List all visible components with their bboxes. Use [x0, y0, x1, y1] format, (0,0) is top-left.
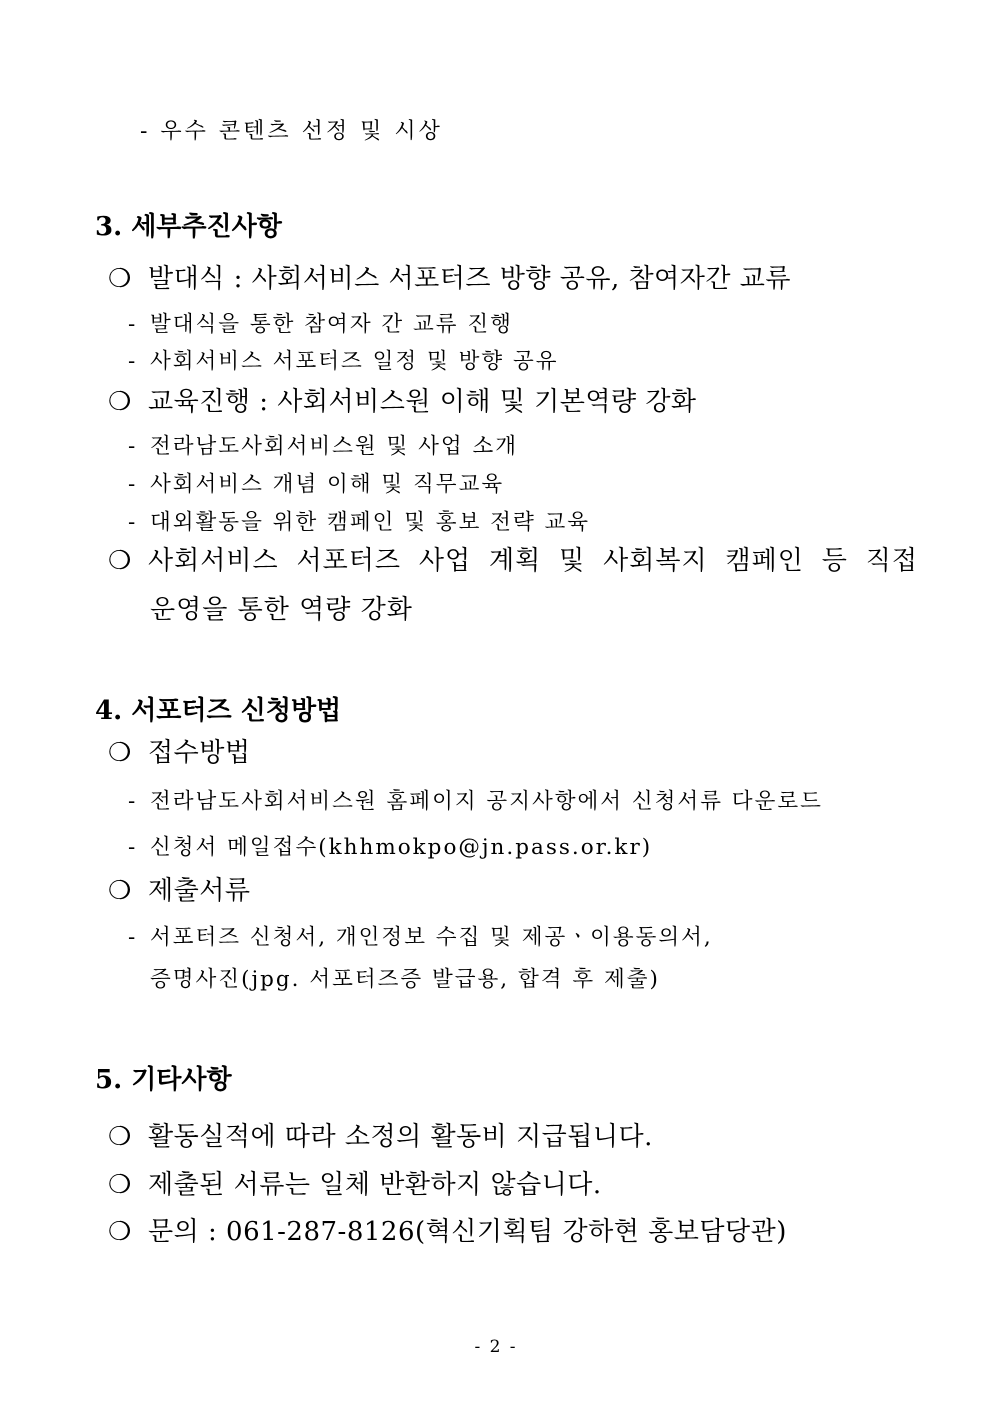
dash-marker: - — [128, 434, 138, 459]
section-5-heading: 5. 기타사항 — [95, 1065, 232, 1095]
circle-bullet-icon: ❍ — [108, 387, 132, 417]
bullet-text: 교육진행 : 사회서비스원 이해 및 기본역량 강화 — [148, 387, 697, 417]
bullet-education — [108, 381, 697, 418]
bullet-text: 사회서비스 서포터즈 사업 계획 및 사회복지 캠페인 등 직접 — [148, 546, 918, 576]
circle-bullet-icon: ❍ — [108, 1122, 132, 1152]
circle-bullet-icon: ❍ — [108, 546, 132, 576]
bullet-text: 발대식 : 사회서비스 서포터즈 방향 공유, 참여자간 교류 — [148, 264, 791, 294]
sub-item-continuation: 증명사진(jpg. 서포터즈증 발급용, 합격 후 제출) — [150, 967, 660, 992]
dash-marker: - — [128, 349, 138, 374]
bullet-activity-fee — [108, 1116, 653, 1153]
page-number: - 2 - — [474, 1337, 518, 1357]
bullet-contact — [108, 1211, 787, 1248]
dash-marker: - — [128, 925, 138, 950]
bullet-text: 접수방법 — [148, 738, 251, 768]
circle-bullet-icon: ❍ — [108, 738, 132, 768]
sub-item: - 서포터즈 신청서, 개인정보 수집 및 제공ㆍ이용동의서, — [128, 925, 713, 950]
sub-item: - 사회서비스 서포터즈 일정 및 방향 공유 — [128, 349, 559, 374]
bullet-application-method — [108, 732, 250, 769]
bullet-documents — [108, 870, 250, 907]
bullet-kickoff — [108, 258, 791, 295]
dash-marker: - — [128, 312, 138, 337]
sub-item: - 사회서비스 개념 이해 및 직무교육 — [128, 472, 505, 497]
bullet-no-return — [108, 1164, 602, 1201]
dash-marker: - — [128, 510, 138, 535]
bullet-text: 제출된 서류는 일체 반환하지 않습니다. — [148, 1170, 602, 1200]
sub-item: - 전라남도사회서비스원 및 사업 소개 — [128, 434, 519, 459]
circle-bullet-icon: ❍ — [108, 1170, 132, 1200]
circle-bullet-icon: ❍ — [108, 1217, 132, 1247]
sub-item: - 전라남도사회서비스원 홈페이지 공지사항에서 신청서류 다운로드 — [128, 789, 823, 814]
bullet-continuation: 운영을 통한 역량 강화 — [150, 595, 413, 625]
section-3-heading: 3. 세부추진사항 — [95, 212, 282, 242]
sub-item: - 발대식을 통한 참여자 간 교류 진행 — [128, 312, 513, 337]
dash-marker: - — [128, 835, 138, 860]
bullet-text: 활동실적에 따라 소정의 활동비 지급됩니다. — [148, 1122, 653, 1152]
top-list-item: - 우수 콘텐츠 선정 및 시상 — [140, 119, 443, 144]
circle-bullet-icon: ❍ — [108, 876, 132, 906]
dash-marker: - — [128, 472, 138, 497]
dash-marker: - — [128, 789, 138, 814]
section-4-heading: 4. 서포터즈 신청방법 — [95, 696, 342, 726]
bullet-operation — [108, 540, 918, 577]
bullet-text: 문의 : 061-287-8126(혁신기획팀 강하현 홍보담당관) — [148, 1217, 787, 1247]
circle-bullet-icon: ❍ — [108, 264, 132, 294]
sub-item: - 신청서 메일접수(khhmokpo@jn.pass.or.kr) — [128, 835, 653, 860]
sub-item: - 대외활동을 위한 캠페인 및 홍보 전략 교육 — [128, 510, 591, 535]
bullet-text: 제출서류 — [148, 876, 251, 906]
